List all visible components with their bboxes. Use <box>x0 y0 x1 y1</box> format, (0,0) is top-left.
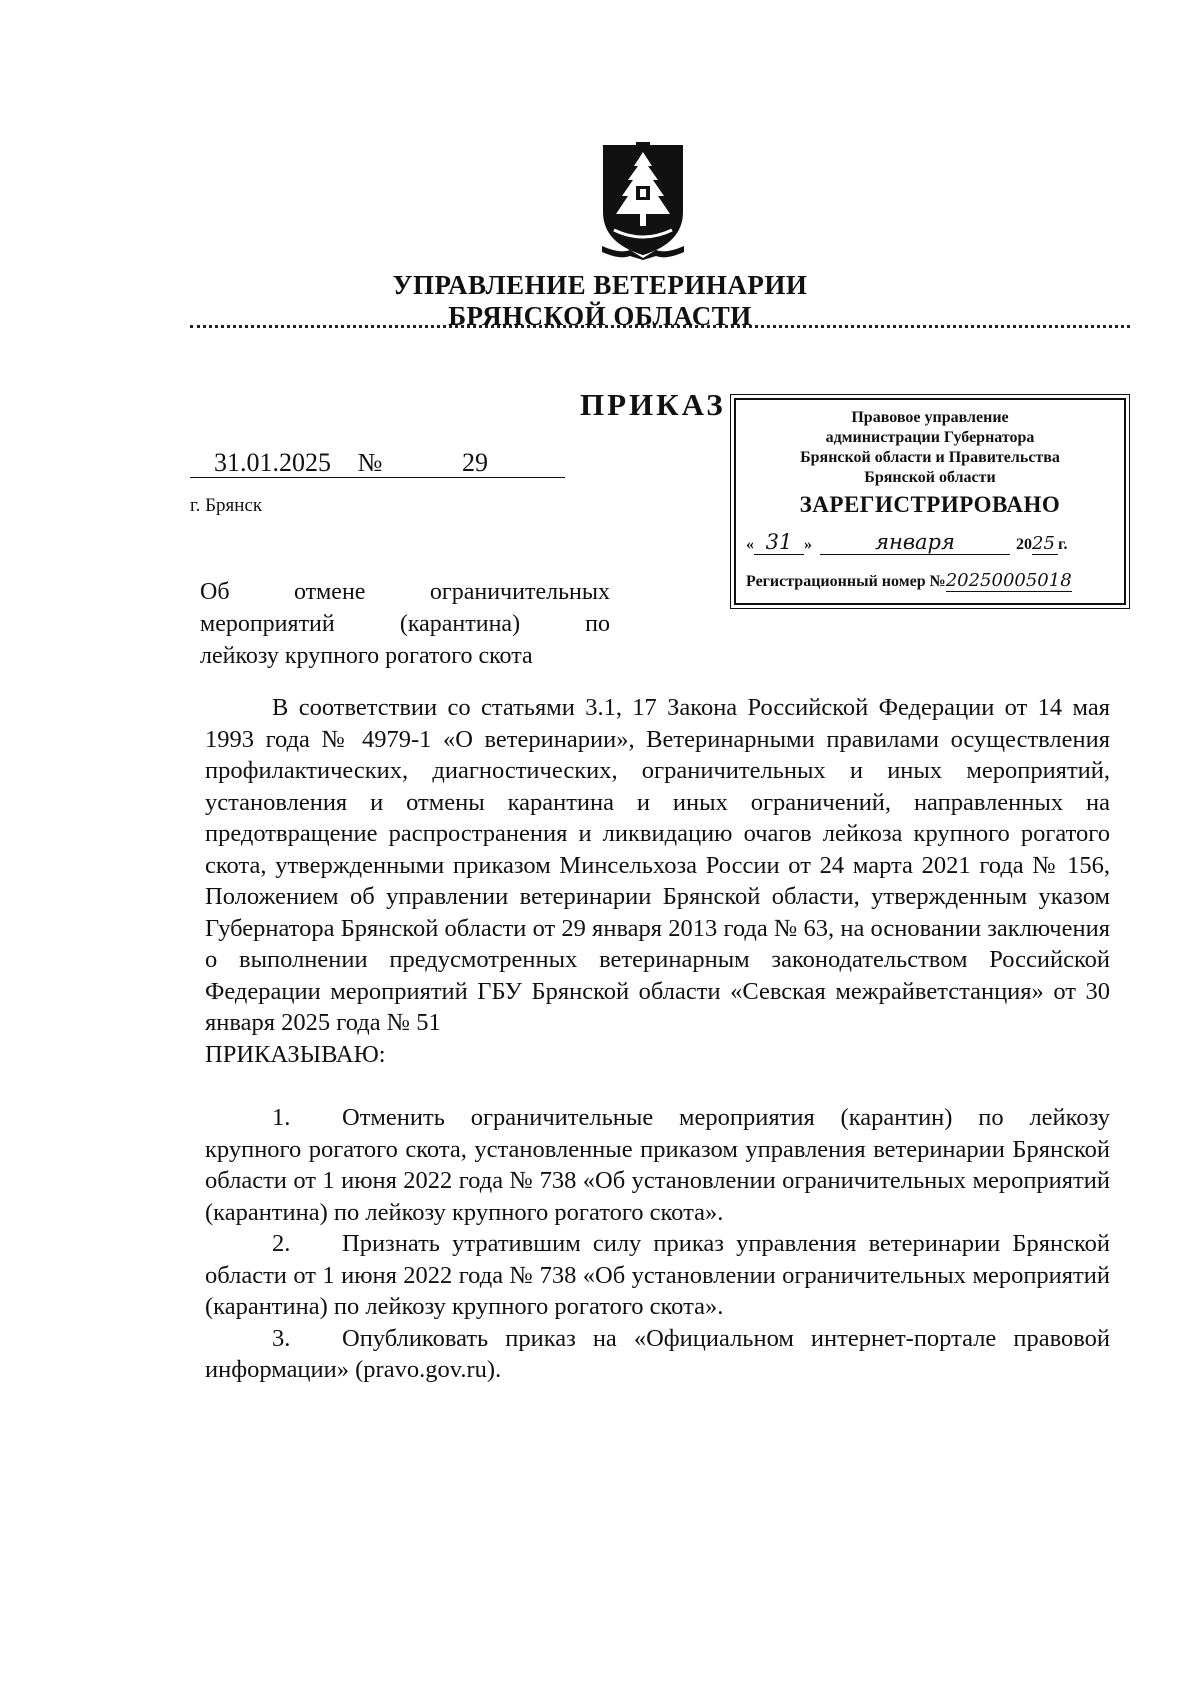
subject-line: Об отмене ограничительных <box>200 579 610 605</box>
item-number: 3. <box>272 1324 291 1352</box>
stamp-quote-close: » <box>804 536 812 553</box>
stamp-year-g: г. <box>1058 536 1068 553</box>
stamp-quote-open: « <box>746 536 754 553</box>
org-name-line2: БРЯНСКОЙ ОБЛАСТИ <box>448 301 752 331</box>
number-sign: № <box>355 449 385 478</box>
stamp-day: 31 <box>754 530 804 555</box>
order-item <box>205 1228 1110 1323</box>
order-city: г. Брянск <box>190 495 263 516</box>
item-text: Отменить ограничительные мероприятия (карантин) по лейкозу крупного рогатого скота, установленные приказом управления ветеринарии Брянской области от 1 июня 2022 года № 738 «Об установлении ограничительных мероприятий (карантина) по лейкозу крупного рогатого скота». <box>205 1104 1110 1226</box>
order-word: ПРИКАЗЫВАЮ: <box>205 1040 386 1068</box>
stamp-line: Брянской области и Правительства <box>800 449 1060 466</box>
order-date: 31.01.2025 <box>190 449 355 478</box>
stamp-line: Правовое управление <box>851 409 1009 426</box>
stamp-month: января <box>820 530 1010 555</box>
stamp-line: Брянской области <box>864 469 996 486</box>
order-subject <box>200 576 610 672</box>
stamp-status: ЗАРЕГИСТРИРОВАНО <box>799 492 1061 517</box>
stamp-year-suffix: 25 <box>1032 533 1058 555</box>
item-text: Опубликовать приказ на «Официальном интернет-портале правовой информации» (pravo.gov.ru). <box>205 1324 1110 1383</box>
header-dotted-divider <box>190 325 1130 328</box>
stamp-year-prefix: 20 <box>1016 536 1032 553</box>
document-body <box>205 692 1110 1386</box>
document-title: ПРИКАЗ <box>580 387 726 422</box>
stamp-reg-number: 20250005018 <box>945 570 1072 591</box>
subject-line: мероприятий (карантина) по <box>200 611 610 637</box>
stamp-reg-label: Регистрационный номер № <box>746 573 946 590</box>
item-number: 2. <box>272 1230 291 1257</box>
subject-line: лейкозу крупного рогатого скота <box>200 643 533 669</box>
stamp-reg-line <box>746 570 1118 592</box>
coat-of-arms-emblem <box>600 142 686 260</box>
order-item <box>205 1323 1110 1386</box>
emblem-icon <box>600 142 686 260</box>
org-name-line1: УПРАВЛЕНИЕ ВЕТЕРИНАРИИ <box>392 270 808 300</box>
order-date-number-line <box>190 448 565 478</box>
item-text: Признать утратившим силу приказ управления ветеринарии Брянской области от 1 июня 2022 года № 738 «Об установлении ограничительных мероприятий (карантина) по лейкозу крупного рогатого скота». <box>205 1230 1110 1320</box>
order-item <box>205 1102 1110 1228</box>
stamp-date-line <box>746 530 1118 558</box>
stamp-line: администрации Губернатора <box>825 429 1035 446</box>
item-number: 1. <box>272 1104 291 1131</box>
registration-stamp <box>734 398 1126 605</box>
order-number: 29 <box>385 449 565 478</box>
preamble-paragraph: В соответствии со статьями 3.1, 17 Закона Российской Федерации от 14 мая 1993 года № 4979-1 «О ветеринарии», Ветеринарными правилами осуществления профилактических, диагностических, ограничительных и иных мероприятий, установления и отмены карантина и иных ограничений, направленных на предотвращение распространения и ликвидацию очагов лейкоза крупного рогатого скота, утвержденными приказом Минсельхоза России от 24 марта 2021 года № 156, Положением об управлении ветеринарии Брянской области, утвержденным указом Губернатора Брянской области от 29 января 2013 года № 63, на основании заключения о выполнении предусмотренных ветеринарным законодательством Российской Федерации мероприятий ГБУ Брянской области «Севская межрайветстанция» от 30 января 2025 года № 51 <box>205 694 1110 1036</box>
